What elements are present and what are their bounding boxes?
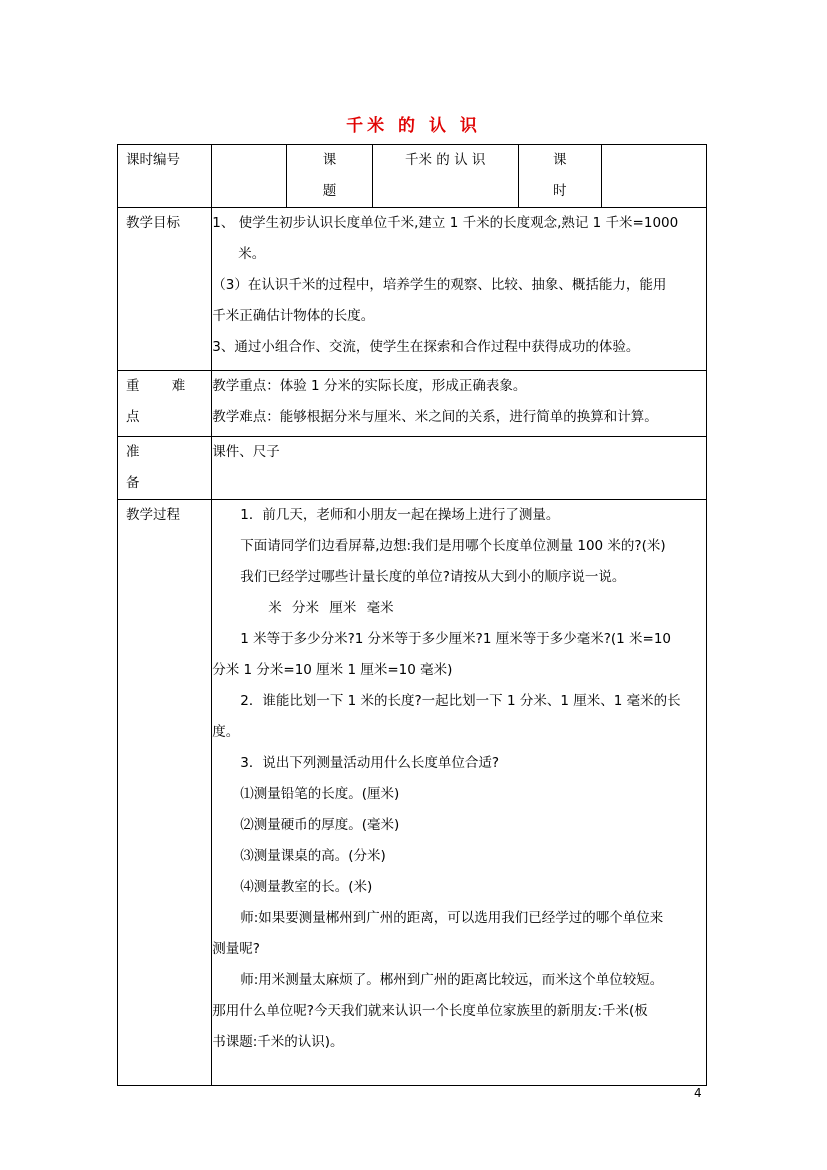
prep-row [118, 437, 707, 500]
period-value [602, 145, 707, 208]
process-line: 书课题:千米的认识)。 [212, 1034, 344, 1050]
objective-1-cont: 米。 [238, 246, 266, 262]
process-line: 下面请同学们边看屏幕,边想:我们是用哪个长度单位测量 100 米的?(米) [240, 538, 666, 554]
process-line: 1．前几天，老师和小朋友一起在操场上进行了测量。 [240, 507, 560, 523]
process-line: ⑴测量铅笔的长度。(厘米) [240, 786, 400, 802]
key-points-content [212, 371, 707, 437]
period-label [518, 145, 602, 208]
process-line: 师:如果要测量郴州到广州的距离，可以选用我们已经学过的哪个单位来 [240, 910, 664, 926]
process-line: 我们已经学过哪些计量长度的单位?请按从大到小的顺序说一说。 [240, 569, 626, 585]
objectives-label: 教学目标 [118, 208, 212, 371]
objectives-row [118, 208, 707, 371]
key-points-row [118, 371, 707, 437]
period-label-line2: 时 [553, 183, 567, 199]
process-line: 2．谁能比划一下 1 米的长度?一起比划一下 1 分米、1 厘米、1 毫米的长 [240, 693, 681, 709]
process-label: 教学过程 [118, 500, 212, 1086]
key-points-label: 重 难 点 [118, 371, 212, 437]
objective-2-cont: 千米正确估计物体的长度。 [212, 308, 375, 324]
lesson-plan-table [117, 144, 707, 1086]
process-line: 师:用米测量太麻烦了。郴州到广州的距离比较远，而米这个单位较短。 [240, 972, 664, 988]
process-line: ⑶测量课桌的高。(分米) [240, 848, 386, 864]
process-line: 度。 [212, 724, 240, 740]
objective-1: 1、 使学生初步认识长度单位千米,建立 1 千米的长度观念,熟记 1 千米=1000 [212, 215, 679, 231]
process-line: 米 分米 厘米 毫米 [268, 600, 394, 616]
prep-value: 课件、尺子 [212, 437, 707, 500]
topic-label-line1: 课 [322, 152, 337, 168]
process-line: 测量呢? [212, 941, 260, 957]
key-difficulty: 教学难点：能够根据分米与厘米、米之间的关系，进行简单的换算和计算。 [212, 409, 658, 425]
page-number: 4 [694, 1086, 702, 1100]
page-title: 千米 的 认 识 [346, 116, 481, 136]
objective-2: （3）在认识千米的过程中，培养学生的观察、比较、抽象、概括能力，能用 [212, 277, 667, 293]
topic-label [287, 145, 373, 208]
process-line: 那用什么单位呢?今天我们就来认识一个长度单位家族里的新朋友:千米(板 [212, 1003, 648, 1019]
process-line: 分米 1 分米=10 厘米 1 厘米=10 毫米) [212, 662, 453, 678]
prep-label: 准 备 [118, 437, 212, 500]
period-label-line1: 课 [553, 152, 567, 168]
process-line: ⑵测量硬币的厚度。(毫米) [240, 817, 400, 833]
header-row [118, 145, 707, 208]
lesson-no-value [212, 145, 287, 208]
objectives-content [212, 208, 707, 371]
process-row [118, 500, 707, 1086]
process-line: ⑷测量教室的长。(米) [240, 879, 373, 895]
objective-3: 3、通过小组合作、交流，使学生在探索和合作过程中获得成功的体验。 [212, 339, 640, 355]
process-line: 1 米等于多少分米?1 分米等于多少厘米?1 厘米等于多少毫米?(1 米=10 [240, 631, 672, 647]
process-content [212, 500, 707, 1086]
key-focus: 教学重点：体验 1 分米的实际长度，形成正确表象。 [212, 378, 527, 394]
process-line: 3．说出下列测量活动用什么长度单位合适? [240, 755, 499, 771]
lesson-no-label: 课时编号 [118, 145, 212, 208]
topic-label-line2: 题 [322, 183, 337, 199]
topic-value: 千米 的 认 识 [372, 145, 518, 208]
